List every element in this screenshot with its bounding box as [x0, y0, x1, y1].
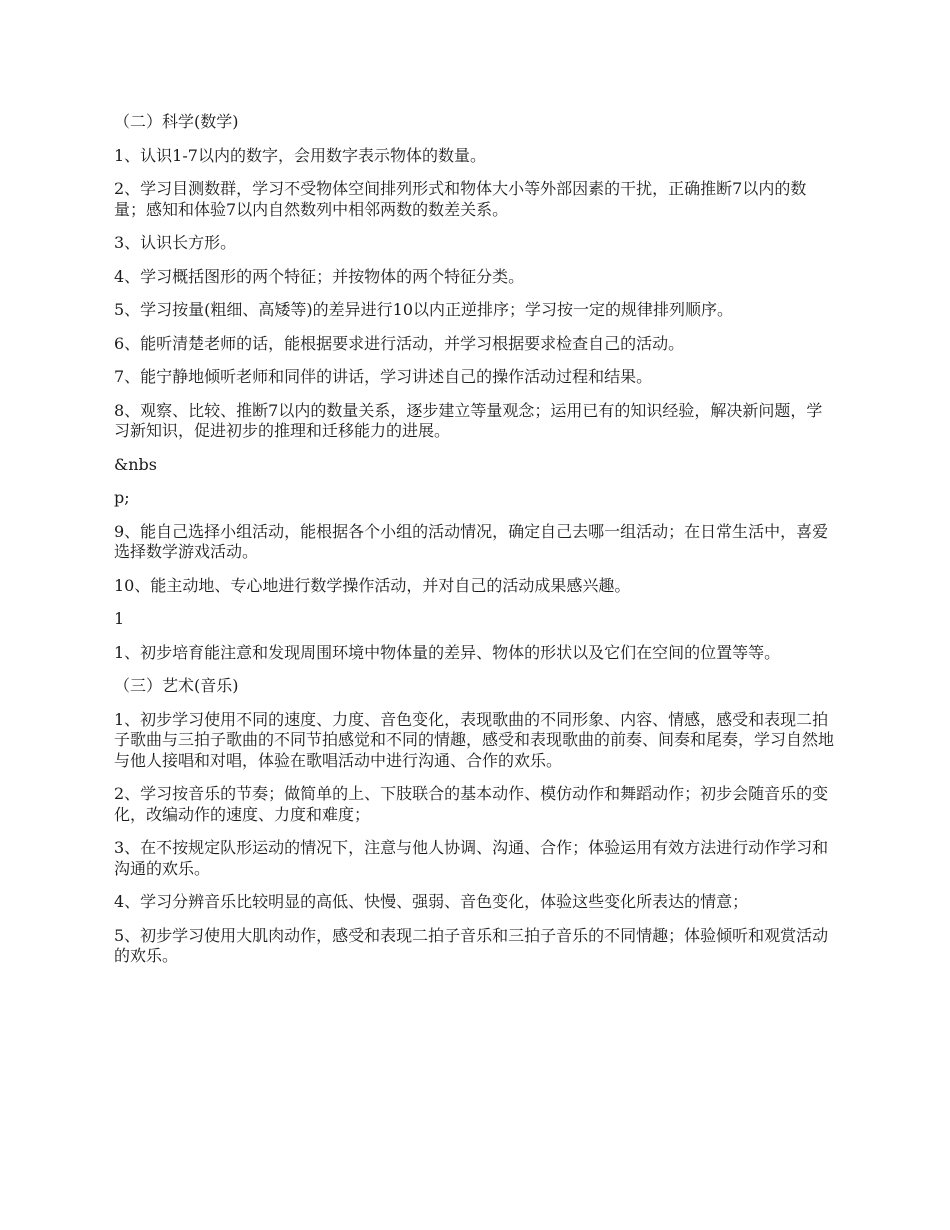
music-item-5: 5、初步学习使用大肌肉动作，感受和表现二拍子音乐和三拍子音乐的不同情趣；体验倾听和观赏活动的欢乐。: [114, 925, 829, 965]
stray-text-fragment-2: p;: [114, 488, 130, 507]
stray-text-fragment-1: &nbs: [114, 454, 157, 474]
paragraph-item-11: 1、初步培育能注意和发现周围环境中物体量的差异、物体的形状以及它们在空间的位置等等。: [114, 642, 781, 662]
paragraph-item-3: 3、认识长方形。: [114, 233, 237, 252]
paragraph-item-4: 4、学习概括图形的两个特征；并按物体的两个特征分类。: [114, 266, 525, 286]
paragraph-item-1: 1、认识1-7以内的数字，会用数字表示物体的数量。: [114, 145, 486, 165]
music-item-3: 3、在不按规定队形运动的情况下，注意与他人协调、沟通、合作；体验运用有效方法进行动作学习和沟通的欢乐。: [114, 838, 829, 878]
music-item-4: 4、学习分辨音乐比较明显的高低、快慢、强弱、音色变化，体验这些变化所表达的情意；: [114, 892, 749, 911]
paragraph-item-10: 10、能主动地、专心地进行数学操作活动，并对自己的活动成果感兴趣。: [114, 575, 631, 595]
paragraph-item-5: 5、学习按量(粗细、高矮等)的差异进行10以内正逆排序；学习按一定的规律排列顺序。: [114, 300, 734, 319]
paragraph-item-7: 7、能宁静地倾听老师和同伴的讲话，学习讲述自己的操作活动过程和结果。: [114, 367, 653, 386]
section-heading-science-math: （二）科学(数学): [114, 112, 239, 131]
section-heading-art-music: （三）艺术(音乐): [114, 676, 239, 695]
document-page: [114, 112, 834, 980]
paragraph-item-6: 6、能听清楚老师的话，能根据要求进行活动，并学习根据要求检查自己的活动。: [114, 333, 685, 353]
stray-number-fragment: 1: [114, 609, 125, 628]
paragraph-item-2: 2、学习目测数群，学习不受物体空间排列形式和物体大小等外部因素的干扰，正确推断7以内的数量；感知和体验7以内自然数列中相邻两数的数差关系。: [114, 179, 807, 219]
paragraph-item-8: 8、观察、比较、推断7以内的数量关系，逐步建立等量观念；运用已有的知识经验，解决新问题，学习新知识，促进初步的推理和迁移能力的进展。: [114, 400, 823, 440]
music-item-1: 1、初步学习使用不同的速度、力度、音色变化，表现歌曲的不同形象、内容、情感，感受和表现二拍子歌曲与三拍子歌曲的不同节拍感觉和不同的情趣，感受和表现歌曲的前奏、间奏和尾奏，学习自然地与他人接唱和对唱，体验在歌唱活动中进行沟通、合作的欢乐。: [114, 709, 835, 770]
paragraph-item-9: 9、能自己选择小组活动，能根据各个小组的活动情况，确定自己去哪一组活动；在日常生活中，喜爱选择数学游戏活动。: [114, 521, 829, 561]
music-item-2: 2、学习按音乐的节奏；做简单的上、下肢联合的基本动作、模仿动作和舞蹈动作；初步会随音乐的变化，改编动作的速度、力度和难度；: [114, 784, 829, 824]
